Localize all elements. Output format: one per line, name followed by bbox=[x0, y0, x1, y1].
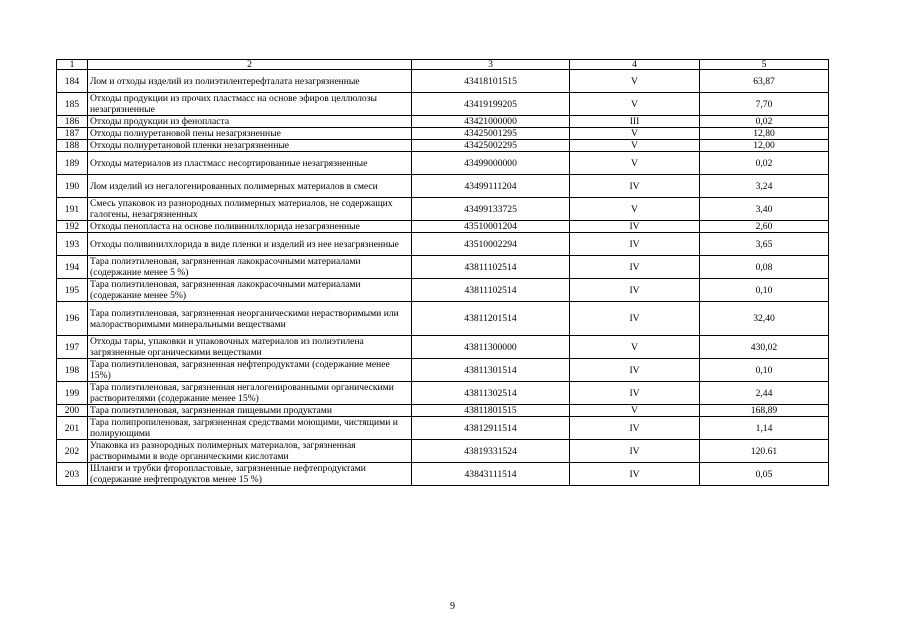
hazard-class-cell: V bbox=[570, 336, 700, 359]
row-number-cell: 190 bbox=[57, 175, 88, 198]
fkko-code-cell: 43418101515 bbox=[412, 70, 570, 93]
row-number-cell: 186 bbox=[57, 116, 88, 128]
table-row bbox=[57, 302, 829, 336]
row-number-cell: 192 bbox=[57, 221, 88, 233]
table-row bbox=[57, 336, 829, 359]
table-row bbox=[57, 463, 829, 486]
fkko-code-cell: 43510001204 bbox=[412, 221, 570, 233]
waste-name-cell: Смесь упаковок из разнородных полимерных материалов, не содержащих галогены, незагрязненных bbox=[88, 198, 412, 221]
table-row bbox=[57, 405, 829, 417]
fkko-code-cell: 43811102514 bbox=[412, 256, 570, 279]
hazard-class-cell: III bbox=[570, 116, 700, 128]
waste-name-cell: Тара полиэтиленовая, загрязненная негалогенированными органическими растворителями (содержание менее 15%) bbox=[88, 382, 412, 405]
row-number-cell: 191 bbox=[57, 198, 88, 221]
amount-cell: 2,44 bbox=[700, 382, 829, 405]
waste-name-cell: Отходы полиуретановой пленки незагрязненные bbox=[88, 140, 412, 152]
header-cell-col1: 1 bbox=[57, 60, 88, 70]
amount-cell: 0,02 bbox=[700, 116, 829, 128]
amount-cell: 0,08 bbox=[700, 256, 829, 279]
waste-name-cell: Лом изделий из негалогенированных полимерных материалов в смеси bbox=[88, 175, 412, 198]
table-row bbox=[57, 440, 829, 463]
row-number-cell: 195 bbox=[57, 279, 88, 302]
row-number-cell: 196 bbox=[57, 302, 88, 336]
waste-name-cell: Отходы пенопласта на основе поливинилхлорида незагрязненные bbox=[88, 221, 412, 233]
amount-cell: 12,00 bbox=[700, 140, 829, 152]
fkko-code-cell: 43421000000 bbox=[412, 116, 570, 128]
row-number-cell: 202 bbox=[57, 440, 88, 463]
waste-name-cell: Тара полиэтиленовая, загрязненная лакокрасочными материалами (содержание менее 5 %) bbox=[88, 256, 412, 279]
waste-table bbox=[56, 59, 829, 486]
fkko-code-cell: 43499000000 bbox=[412, 152, 570, 175]
row-number-cell: 185 bbox=[57, 93, 88, 116]
table-row bbox=[57, 175, 829, 198]
amount-cell: 168,89 bbox=[700, 405, 829, 417]
row-number-cell: 189 bbox=[57, 152, 88, 175]
fkko-code-cell: 43811102514 bbox=[412, 279, 570, 302]
waste-name-cell: Упаковка из разнородных полимерных материалов, загрязненная растворимыми в воде органическими кислотами bbox=[88, 440, 412, 463]
fkko-code-cell: 43812911514 bbox=[412, 417, 570, 440]
hazard-class-cell: IV bbox=[570, 256, 700, 279]
waste-name-cell: Отходы тары, упаковки и упаковочных материалов из полиэтилена загрязненные органическими веществами bbox=[88, 336, 412, 359]
row-number-cell: 197 bbox=[57, 336, 88, 359]
table-row bbox=[57, 70, 829, 93]
hazard-class-cell: V bbox=[570, 198, 700, 221]
fkko-code-cell: 43811201514 bbox=[412, 302, 570, 336]
page-number: 9 bbox=[450, 601, 455, 612]
waste-name-cell: Тара полипропиленовая, загрязненная средствами моющими, чистящими и полирующими bbox=[88, 417, 412, 440]
amount-cell: 63,87 bbox=[700, 70, 829, 93]
hazard-class-cell: IV bbox=[570, 233, 700, 256]
header-cell-col5: 5 bbox=[700, 60, 829, 70]
table-row bbox=[57, 140, 829, 152]
row-number-cell: 193 bbox=[57, 233, 88, 256]
waste-name-cell: Отходы материалов из пластмасс несортированные незагрязненные bbox=[88, 152, 412, 175]
amount-cell: 3,40 bbox=[700, 198, 829, 221]
waste-name-cell: Лом и отходы изделий из полиэтилентерефталата незагрязненные bbox=[88, 70, 412, 93]
row-number-cell: 194 bbox=[57, 256, 88, 279]
table-row bbox=[57, 256, 829, 279]
table-body bbox=[57, 70, 829, 486]
amount-cell: 0,10 bbox=[700, 279, 829, 302]
hazard-class-cell: V bbox=[570, 140, 700, 152]
waste-name-cell: Тара полиэтиленовая, загрязненная пищевыми продуктами bbox=[88, 405, 412, 417]
table-row bbox=[57, 417, 829, 440]
row-number-cell: 201 bbox=[57, 417, 88, 440]
fkko-code-cell: 43499111204 bbox=[412, 175, 570, 198]
hazard-class-cell: IV bbox=[570, 175, 700, 198]
fkko-code-cell: 43510002294 bbox=[412, 233, 570, 256]
row-number-cell: 200 bbox=[57, 405, 88, 417]
header-cell-col3: 3 bbox=[412, 60, 570, 70]
waste-name-cell: Тара полиэтиленовая, загрязненная лакокрасочными материалами (содержание менее 5%) bbox=[88, 279, 412, 302]
fkko-code-cell: 43843111514 bbox=[412, 463, 570, 486]
table-row bbox=[57, 152, 829, 175]
table-row bbox=[57, 93, 829, 116]
table-row bbox=[57, 128, 829, 140]
row-number-cell: 199 bbox=[57, 382, 88, 405]
fkko-code-cell: 43419199205 bbox=[412, 93, 570, 116]
amount-cell: 1,14 bbox=[700, 417, 829, 440]
waste-name-cell: Отходы продукции из прочих пластмасс на основе эфиров целлюлозы незагрязненные bbox=[88, 93, 412, 116]
table-row bbox=[57, 198, 829, 221]
fkko-code-cell: 43819331524 bbox=[412, 440, 570, 463]
header-cell-col4: 4 bbox=[570, 60, 700, 70]
hazard-class-cell: V bbox=[570, 405, 700, 417]
fkko-code-cell: 43425002295 bbox=[412, 140, 570, 152]
amount-cell: 12,80 bbox=[700, 128, 829, 140]
table-row bbox=[57, 233, 829, 256]
waste-name-cell: Тара полиэтиленовая, загрязненная неорганическими нерастворимыми или малорастворимыми минеральными веществами bbox=[88, 302, 412, 336]
waste-name-cell: Шланги и трубки фторопластовые, загрязненные нефтепродуктами (содержание нефтепродуктов менее 15 %) bbox=[88, 463, 412, 486]
waste-name-cell: Отходы поливинилхлорида в виде пленки и изделий из нее незагрязненные bbox=[88, 233, 412, 256]
amount-cell: 0,10 bbox=[700, 359, 829, 382]
hazard-class-cell: V bbox=[570, 93, 700, 116]
amount-cell: 0,02 bbox=[700, 152, 829, 175]
hazard-class-cell: IV bbox=[570, 221, 700, 233]
table-row bbox=[57, 279, 829, 302]
row-number-cell: 187 bbox=[57, 128, 88, 140]
hazard-class-cell: IV bbox=[570, 417, 700, 440]
row-number-cell: 198 bbox=[57, 359, 88, 382]
table-row bbox=[57, 359, 829, 382]
amount-cell: 3,65 bbox=[700, 233, 829, 256]
hazard-class-cell: V bbox=[570, 152, 700, 175]
amount-cell: 0,05 bbox=[700, 463, 829, 486]
hazard-class-cell: V bbox=[570, 128, 700, 140]
header-row bbox=[57, 60, 829, 70]
fkko-code-cell: 43811300000 bbox=[412, 336, 570, 359]
table-row bbox=[57, 221, 829, 233]
fkko-code-cell: 43811302514 bbox=[412, 382, 570, 405]
hazard-class-cell: IV bbox=[570, 440, 700, 463]
table-row bbox=[57, 116, 829, 128]
waste-name-cell: Отходы продукции из фенопласта bbox=[88, 116, 412, 128]
fkko-code-cell: 43425001295 bbox=[412, 128, 570, 140]
fkko-code-cell: 43811801515 bbox=[412, 405, 570, 417]
row-number-cell: 203 bbox=[57, 463, 88, 486]
waste-name-cell: Отходы полиуретановой пены незагрязненные bbox=[88, 128, 412, 140]
hazard-class-cell: IV bbox=[570, 279, 700, 302]
amount-cell: 32,40 bbox=[700, 302, 829, 336]
waste-name-cell: Тара полиэтиленовая, загрязненная нефтепродуктами (содержание менее 15%) bbox=[88, 359, 412, 382]
table-row bbox=[57, 382, 829, 405]
fkko-code-cell: 43811301514 bbox=[412, 359, 570, 382]
amount-cell: 7,70 bbox=[700, 93, 829, 116]
amount-cell: 2,60 bbox=[700, 221, 829, 233]
amount-cell: 3,24 bbox=[700, 175, 829, 198]
hazard-class-cell: IV bbox=[570, 463, 700, 486]
hazard-class-cell: IV bbox=[570, 302, 700, 336]
amount-cell: 430,02 bbox=[700, 336, 829, 359]
hazard-class-cell: IV bbox=[570, 382, 700, 405]
hazard-class-cell: V bbox=[570, 70, 700, 93]
row-number-cell: 184 bbox=[57, 70, 88, 93]
header-cell-col2: 2 bbox=[88, 60, 412, 70]
row-number-cell: 188 bbox=[57, 140, 88, 152]
hazard-class-cell: IV bbox=[570, 359, 700, 382]
amount-cell: 120.61 bbox=[700, 440, 829, 463]
fkko-code-cell: 43499133725 bbox=[412, 198, 570, 221]
